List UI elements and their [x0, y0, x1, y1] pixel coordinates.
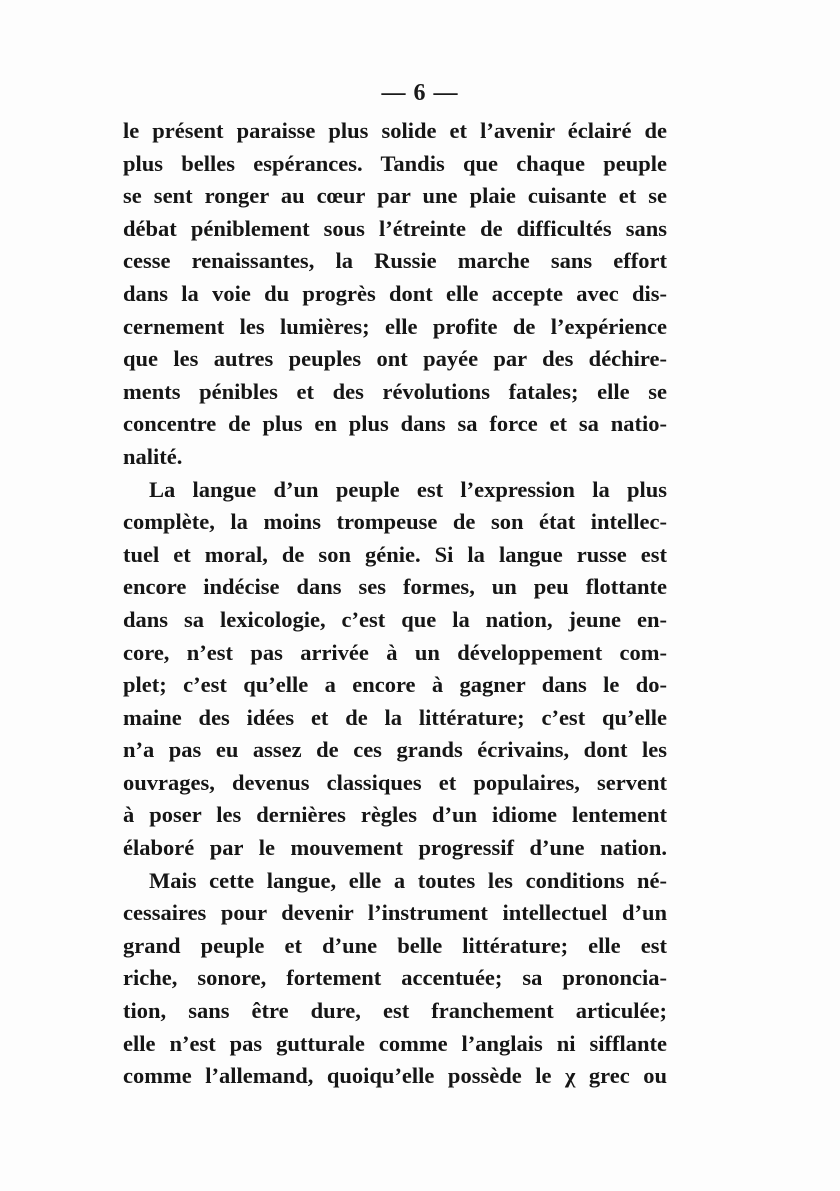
text-line: cesse renaissantes, la Russie marche sans effort — [123, 248, 667, 274]
body-text — [123, 115, 667, 1093]
page-number: — 6 — — [381, 80, 459, 106]
text-line: ments pénibles et des révolutions fatales; elle se — [123, 378, 667, 404]
text-line: n’a pas eu assez de ces grands écrivains, dont les — [123, 737, 667, 763]
paragraph — [123, 115, 667, 474]
text-line: tion, sans être dure, est franchement articulée; — [123, 998, 667, 1024]
text-line: le présent paraisse plus solide et l’avenir éclairé de — [123, 118, 667, 143]
text-line: se sent ronger au cœur par une plaie cuisante et se — [123, 183, 667, 209]
text-line: concentre de plus en plus dans sa force et sa natio- — [123, 411, 667, 437]
text-line: cernement les lumières; elle profite de l’expérience — [123, 313, 667, 339]
text-line: débat péniblement sous l’étreinte de difficultés sans — [123, 215, 667, 241]
text-line: elle n’est pas gutturale comme l’anglais ni sifflante — [123, 1030, 667, 1056]
text-line: ouvrages, devenus classiques et populaires, servent — [123, 769, 667, 795]
text-line: comme l’allemand, quoiqu’elle possède le χ grec ou — [123, 1063, 667, 1089]
text-line: dans sa lexicologie, c’est que la nation, jeune en- — [123, 606, 667, 632]
text-line: riche, sonore, fortement accentuée; sa prononcia- — [123, 965, 667, 991]
text-line: nalité. — [123, 443, 183, 469]
text-line: élaboré par le mouvement progressif d’une nation. — [123, 835, 667, 861]
text-line: tuel et moral, de son génie. Si la langue russe est — [123, 541, 667, 567]
text-line: Mais cette langue, elle a toutes les conditions né- — [149, 867, 667, 893]
text-line: que les autres peuples ont payée par des déchire- — [123, 346, 667, 372]
text-line: à poser les dernières règles d’un idiome lentement — [123, 802, 667, 828]
paragraph — [123, 474, 667, 865]
text-line: complète, la moins trompeuse de son état intellec- — [123, 509, 667, 535]
text-line: La langue d’un peuple est l’expression la plus — [149, 476, 667, 502]
text-line: plet; c’est qu’elle a encore à gagner dans le do- — [123, 672, 667, 698]
paragraph — [123, 865, 667, 1093]
text-line: cessaires pour devenir l’instrument intellectuel d’un — [123, 900, 667, 926]
text-line: plus belles espérances. Tandis que chaque peuple — [123, 150, 667, 176]
text-line: core, n’est pas arrivée à un développement com- — [123, 639, 667, 665]
text-line: encore indécise dans ses formes, un peu flottante — [123, 574, 667, 600]
text-line: maine des idées et de la littérature; c’est qu’elle — [123, 704, 667, 730]
text-line: dans la voie du progrès dont elle accepte avec dis- — [123, 280, 667, 306]
text-line: grand peuple et d’une belle littérature; elle est — [123, 932, 667, 958]
